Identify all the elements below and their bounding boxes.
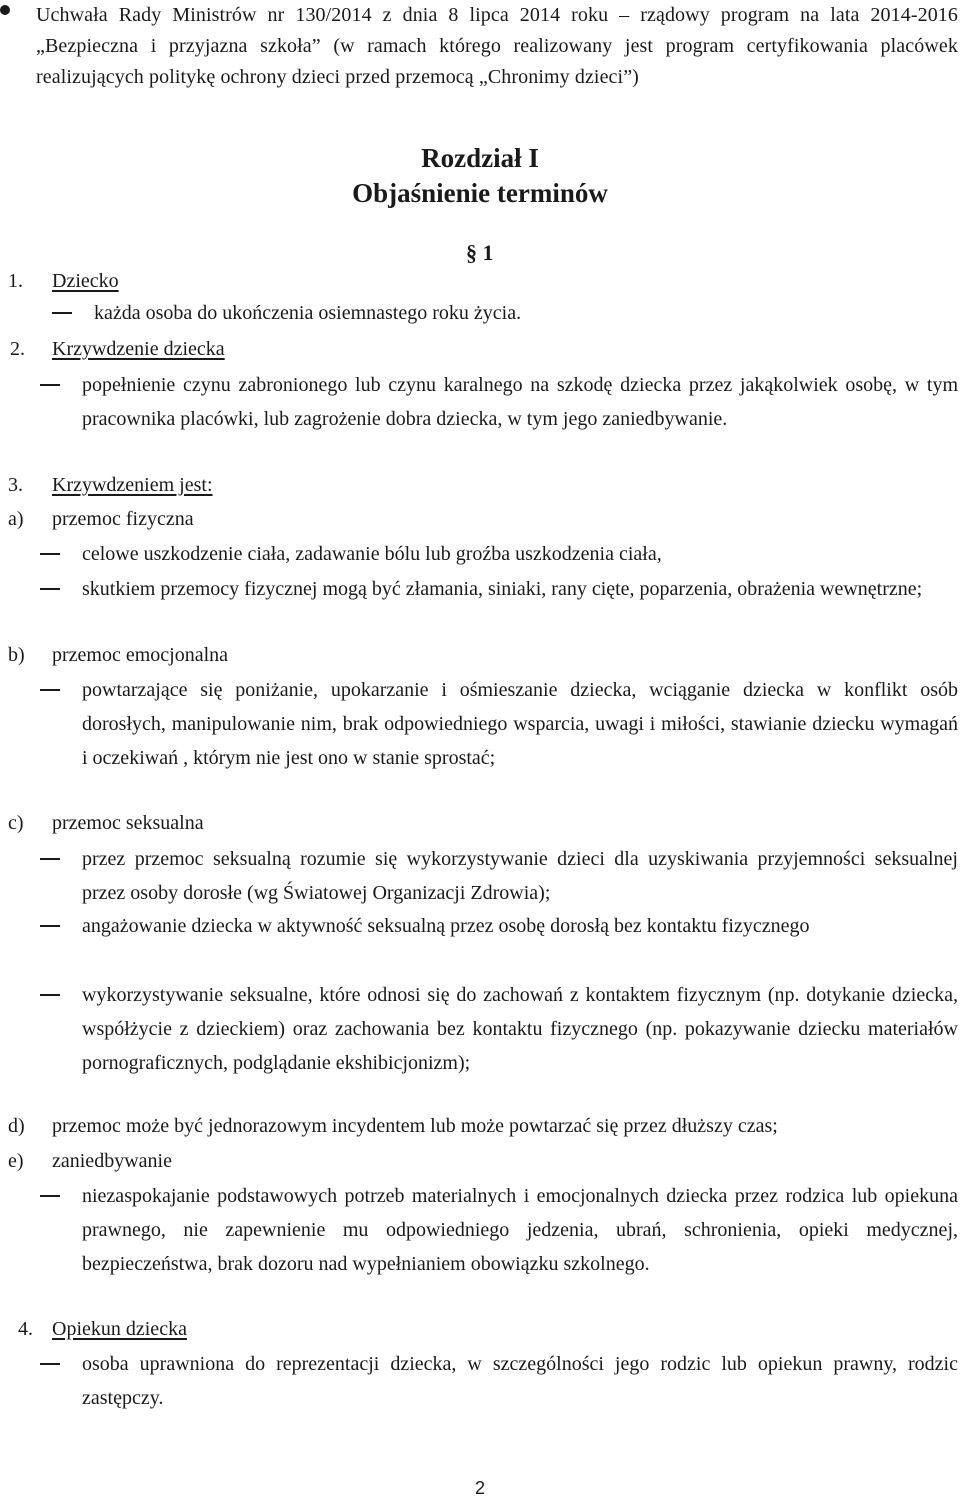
section-number-3: 3. — [8, 474, 23, 496]
item-label-b: przemoc emocjonalna — [52, 644, 229, 666]
section-title-3: Krzywdzeniem jest: — [52, 474, 213, 496]
definition-text: każda osoba do ukończenia osiemnastego roku życia. — [94, 302, 522, 324]
intro-text: Uchwała Rady Ministrów nr 130/2014 z dnia 8 lipca 2014 roku – rządowy program na lata 2014-2016 „Bezpieczna i przyjazna szkoła” (w ramach którego realizowany jest program certyfikowania placówek realizujących politykę ochrony dzieci przed przemocą „Chronimy dzieci”) — [36, 4, 958, 88]
dash-icon — [40, 553, 60, 555]
page-number: 2 — [474, 1478, 485, 1498]
item-letter-a: a) — [8, 508, 24, 530]
item-letter-c: c) — [8, 812, 24, 834]
definition-text: skutkiem przemocy fizycznej mogą być złamania, siniaki, rany cięte, poparzenia, obrażenia wewnętrzne; — [82, 578, 923, 600]
definition-line — [40, 842, 958, 910]
dash-icon — [40, 689, 60, 691]
definition-line — [40, 909, 958, 943]
definition-line — [40, 537, 958, 571]
section-title-1: Dziecko — [52, 270, 119, 292]
chapter-title: Rozdział I — [421, 143, 539, 173]
definition-text: przez przemoc seksualną rozumie się wykorzystywanie dzieci dla uzyskiwania przyjemności seksualnej przez osoby dorosłe (wg Światowej Organizacji Zdrowia); — [82, 848, 958, 904]
section-number-1: 1. — [8, 270, 23, 292]
item-label-e: zaniedbywanie — [52, 1150, 172, 1172]
dash-icon — [40, 1195, 60, 1197]
definition-line — [40, 1347, 958, 1415]
dash-icon — [40, 994, 60, 996]
paragraph-mark: § 1 — [466, 240, 494, 265]
definition-line — [40, 1179, 958, 1281]
definition-text: osoba uprawniona do reprezentacji dziecka, w szczególności jego rodzic lub opiekun prawny, rodzic zastępczy. — [82, 1353, 958, 1409]
definition-line — [40, 368, 958, 436]
bullet-icon — [0, 5, 10, 15]
item-label-a: przemoc fizyczna — [52, 508, 194, 530]
chapter-subtitle: Objaśnienie terminów — [352, 178, 608, 208]
definition-text: wykorzystywanie seksualne, które odnosi się do zachowań z kontaktem fizycznym (np. dotykanie dziecka, współżycie z dzieckiem) oraz zachowania bez kontaktu fizycznego (np. pokazywanie dziecku materiałów pornograficznych, podglądanie ekshibicjonizm); — [82, 984, 958, 1074]
item-letter-e: e) — [8, 1150, 24, 1172]
definition-line — [40, 572, 958, 606]
definition-text: popełnienie czynu zabronionego lub czynu karalnego na szkodę dziecka przez jakąkolwiek osobę, w tym pracownika placówki, lub zagrożenie dobra dziecka, w tym jego zaniedbywanie. — [82, 374, 958, 430]
dash-icon — [40, 1363, 60, 1365]
intro-bullet — [0, 0, 958, 93]
item-letter-d: d) — [8, 1115, 25, 1137]
item-letter-b: b) — [8, 644, 25, 666]
definition-text: celowe uszkodzenie ciała, zadawanie bólu lub groźba uszkodzenia ciała, — [82, 543, 662, 565]
dash-icon — [40, 588, 60, 590]
item-label-d: przemoc może być jednorazowym incydentem lub może powtarzać się przez dłuższy czas; — [52, 1115, 778, 1137]
definition-line — [40, 978, 958, 1080]
section-number-2: 2. — [10, 338, 25, 360]
section-number-4: 4. — [18, 1318, 33, 1340]
definition-text: powtarzające się poniżanie, upokarzanie i ośmieszanie dziecka, wciąganie dziecka w konflikt osób dorosłych, manipulowanie nim, brak odpowiedniego wsparcia, uwagi i miłości, stawianie dziecku wymagań i oczekiwań , którym nie jest ono w stanie sprostać; — [82, 679, 958, 769]
dash-icon — [40, 858, 60, 860]
dash-icon — [40, 384, 60, 386]
definition-line — [40, 673, 958, 775]
definition-line — [52, 296, 958, 330]
section-title-2: Krzywdzenie dziecka — [52, 338, 225, 360]
dash-icon — [52, 312, 72, 314]
definition-text: angażowanie dziecka w aktywność seksualną przez osobę dorosłą bez kontaktu fizycznego — [82, 915, 810, 937]
dash-icon — [40, 925, 60, 927]
item-label-c: przemoc seksualna — [52, 812, 204, 834]
section-title-4: Opiekun dziecka — [52, 1318, 187, 1340]
definition-text: niezaspokajanie podstawowych potrzeb materialnych i emocjonalnych dziecka przez rodzica lub opiekuna prawnego, nie zapewnienie mu odpowiedniego jedzenia, ubrań, schronienia, opieki medycznej, bezpieczeństwa, brak dozoru nad wypełnianiem obowiązku szkolnego. — [82, 1185, 958, 1275]
